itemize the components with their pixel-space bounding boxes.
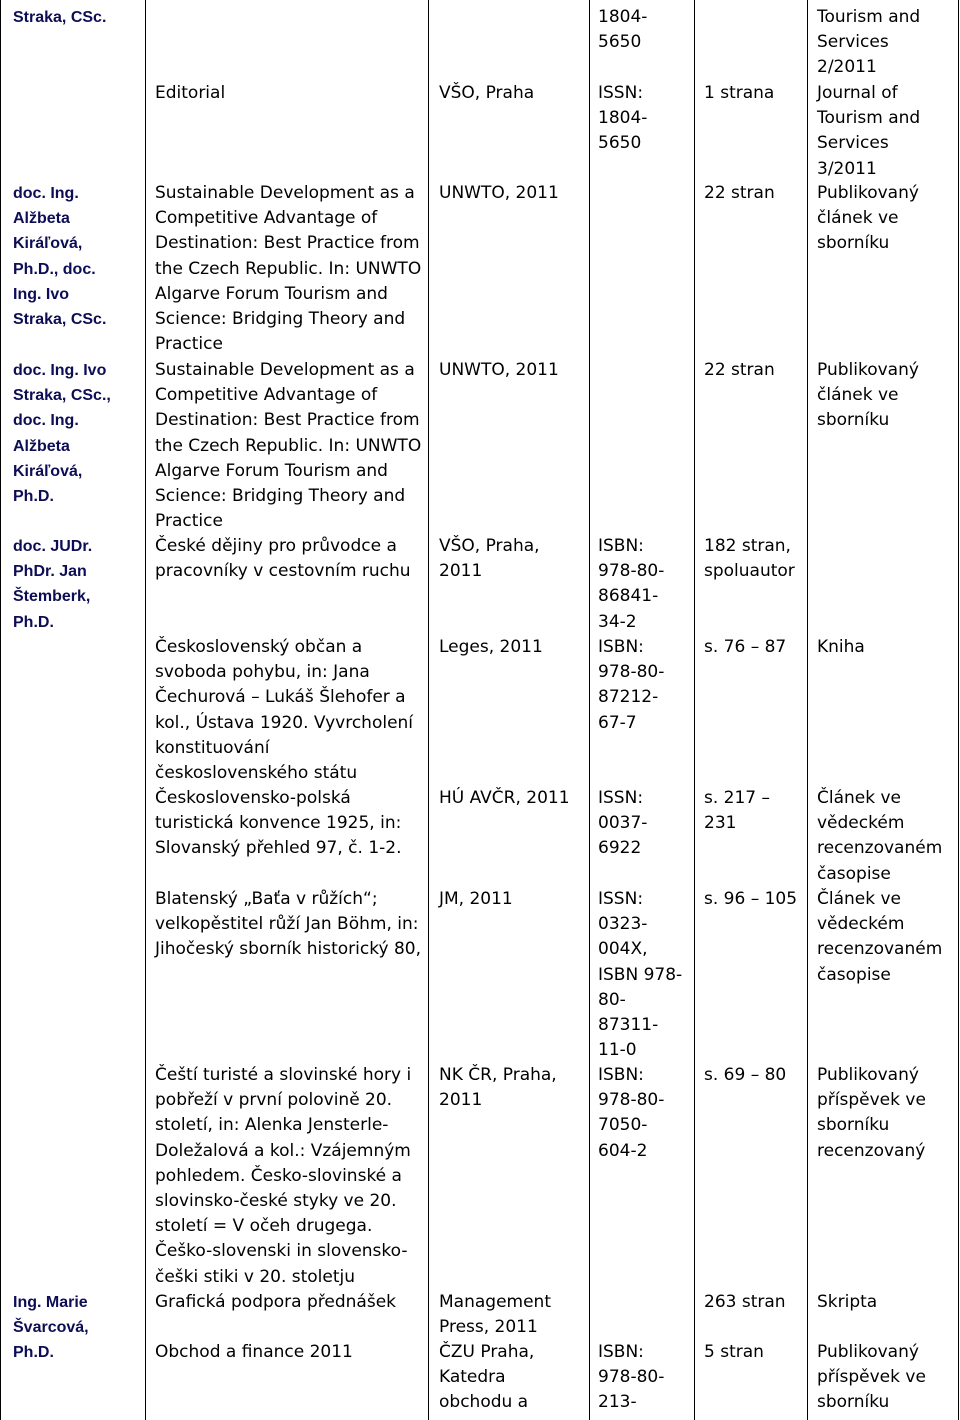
cell-line: československého státu bbox=[155, 763, 358, 784]
isbn-cell bbox=[598, 81, 647, 157]
cell-line: 87311- bbox=[598, 1015, 659, 1036]
title-cell bbox=[155, 1063, 411, 1290]
cell-line: Alžbeta bbox=[13, 210, 70, 228]
cell-line: Ph.D., doc. bbox=[13, 260, 96, 278]
cell-line: České dějiny pro průvodce a bbox=[155, 536, 397, 556]
title-cell bbox=[155, 1340, 353, 1365]
type-cell bbox=[817, 887, 942, 988]
cell-line: Straka, CSc. bbox=[13, 311, 107, 329]
cell-line: století, in: Alenka Jensterle- bbox=[155, 1115, 389, 1136]
cell-line: Obchod a finance 2011 bbox=[155, 1342, 353, 1362]
isbn-cell bbox=[598, 5, 647, 55]
cell-line: 604-2 bbox=[598, 1140, 648, 1161]
title-cell bbox=[155, 887, 421, 963]
cell-line: 11-0 bbox=[598, 1040, 637, 1061]
cell-line: 3/2011 bbox=[817, 158, 877, 179]
cell-line: 2/2011 bbox=[817, 57, 877, 78]
type-cell bbox=[817, 181, 919, 257]
title-cell bbox=[155, 81, 225, 106]
cell-line: s. 217 – bbox=[704, 788, 771, 808]
cell-line: sborníku bbox=[817, 1115, 890, 1136]
cell-line: VŠO, Praha bbox=[439, 83, 535, 103]
cell-line: 67-7 bbox=[598, 712, 637, 733]
cell-line: Sustainable Development as a bbox=[155, 360, 415, 380]
cell-line: Straka, CSc. bbox=[13, 9, 107, 26]
cell-line: sborníku bbox=[817, 1392, 890, 1413]
pages-cell bbox=[704, 786, 770, 836]
cell-line: Ing. Ivo bbox=[13, 285, 69, 303]
cell-line: časopise bbox=[817, 863, 891, 884]
type-cell bbox=[817, 1340, 926, 1416]
pages-cell bbox=[704, 81, 774, 106]
cell-line: 2011 bbox=[439, 561, 483, 582]
isbn-cell bbox=[598, 786, 647, 862]
cell-line: 004X, bbox=[598, 939, 648, 960]
cell-line: spoluautor bbox=[704, 561, 795, 582]
cell-line: Tourism and bbox=[817, 7, 921, 27]
cell-line: Slovanský přehled 97, č. 1-2. bbox=[155, 838, 402, 859]
cell-line: s. 69 – 80 bbox=[704, 1065, 787, 1085]
cell-line: 0037- bbox=[598, 813, 648, 834]
cell-line: 5 stran bbox=[704, 1342, 764, 1362]
author-cell bbox=[13, 5, 106, 30]
cell-line: Ph.D. bbox=[13, 613, 54, 631]
cell-line: ISBN: bbox=[598, 536, 644, 556]
cell-line: Journal of bbox=[817, 83, 898, 103]
column-rule bbox=[958, 0, 959, 1420]
cell-line: příspěvek ve bbox=[817, 1090, 926, 1111]
cell-line: Leges, 2011 bbox=[439, 637, 543, 657]
author-cell bbox=[13, 1290, 89, 1366]
cell-line: UNWTO, 2011 bbox=[439, 183, 559, 203]
cell-line: ČZU Praha, bbox=[439, 1342, 535, 1362]
publisher-cell bbox=[439, 1063, 557, 1113]
pages-cell bbox=[704, 635, 786, 660]
cell-line: s. 76 – 87 bbox=[704, 637, 787, 657]
publisher-cell bbox=[439, 786, 570, 811]
cell-line: doc. Ing. Ivo bbox=[13, 362, 107, 379]
cell-line: Čeští turisté a slovinské hory i bbox=[155, 1065, 412, 1085]
cell-line: Competitive Advantage of bbox=[155, 208, 378, 229]
cell-line: 1804- bbox=[598, 108, 648, 129]
isbn-cell bbox=[598, 534, 664, 635]
cell-line: 6922 bbox=[598, 838, 642, 859]
cell-line: Sustainable Development as a bbox=[155, 183, 415, 203]
cell-line: Grafická podpora přednášek bbox=[155, 1292, 396, 1312]
cell-line: pohledem. Česko-slovinské a bbox=[155, 1165, 402, 1186]
publisher-cell bbox=[439, 635, 543, 660]
cell-line: 182 stran, bbox=[704, 536, 791, 556]
cell-line: Ing. Marie bbox=[13, 1294, 88, 1311]
cell-line: Kiráľová, bbox=[13, 462, 83, 480]
pages-cell bbox=[704, 887, 797, 912]
cell-line: VŠO, Praha, bbox=[439, 536, 540, 556]
cell-line: 34-2 bbox=[598, 611, 637, 632]
title-cell bbox=[155, 635, 413, 786]
type-cell bbox=[817, 5, 920, 81]
isbn-cell bbox=[598, 1340, 664, 1416]
cell-line: 978-80- bbox=[598, 1090, 665, 1111]
cell-line: the Czech Republic. In: UNWTO bbox=[155, 435, 422, 456]
cell-line: 978-80- bbox=[598, 662, 665, 683]
cell-line: ISBN: bbox=[598, 1065, 644, 1085]
cell-line: Science: Bridging Theory and bbox=[155, 486, 406, 507]
type-cell bbox=[817, 635, 865, 660]
cell-line: kol., Ústava 1920. Vyvrcholení bbox=[155, 712, 414, 733]
cell-line: Publikovaný bbox=[817, 1065, 919, 1085]
cell-line: 5650 bbox=[598, 32, 642, 53]
cell-line: ISBN: bbox=[598, 637, 644, 657]
cell-line: Jihočeský sborník historický 80, bbox=[155, 939, 421, 960]
publisher-cell bbox=[439, 181, 559, 206]
cell-line: Publikovaný bbox=[817, 360, 919, 380]
cell-line: Československo-polská bbox=[155, 788, 351, 808]
cell-line: recenzovaném bbox=[817, 838, 943, 859]
column-rule bbox=[807, 0, 808, 1420]
cell-line: Skripta bbox=[817, 1292, 878, 1312]
cell-line: Československý občan a bbox=[155, 637, 363, 657]
cell-line: sborníku bbox=[817, 410, 890, 431]
cell-line: turistická konvence 1925, in: bbox=[155, 813, 402, 834]
cell-line: Čechurová – Lukáš Šlehofer a bbox=[155, 687, 406, 708]
cell-line: Blatenský „Baťa v růžích“; bbox=[155, 889, 378, 909]
pages-cell bbox=[704, 358, 775, 383]
cell-line: the Czech Republic. In: UNWTO bbox=[155, 258, 422, 279]
title-cell bbox=[155, 534, 411, 584]
type-cell bbox=[817, 786, 942, 887]
cell-line: sborníku bbox=[817, 233, 890, 254]
type-cell bbox=[817, 81, 920, 182]
cell-line: Článek ve bbox=[817, 889, 902, 909]
cell-line: článek ve bbox=[817, 208, 899, 229]
cell-line: 978-80- bbox=[598, 561, 665, 582]
isbn-cell bbox=[598, 635, 664, 736]
cell-line: Ph.D. bbox=[13, 1344, 54, 1362]
cell-line: Kniha bbox=[817, 637, 865, 657]
cell-line: obchodu a bbox=[439, 1392, 529, 1413]
cell-line: Straka, CSc., bbox=[13, 387, 111, 405]
publisher-cell bbox=[439, 887, 513, 912]
column-rule bbox=[589, 0, 590, 1420]
title-cell bbox=[155, 786, 402, 862]
cell-line: recenzovaný bbox=[817, 1140, 926, 1161]
cell-line: 978-80- bbox=[598, 1367, 665, 1388]
cell-line: časopise bbox=[817, 964, 891, 985]
cell-line: Competitive Advantage of bbox=[155, 385, 378, 406]
cell-line: ISSN: bbox=[598, 788, 644, 808]
cell-line: Services bbox=[817, 32, 889, 53]
type-cell bbox=[817, 1063, 926, 1164]
type-cell bbox=[817, 1290, 877, 1315]
publisher-cell bbox=[439, 1290, 551, 1340]
cell-line: Algarve Forum Tourism and bbox=[155, 283, 388, 304]
title-cell bbox=[155, 1290, 396, 1315]
publisher-cell bbox=[439, 81, 534, 106]
cell-line: svoboda pohybu, in: Jana bbox=[155, 662, 370, 683]
cell-line: s. 96 – 105 bbox=[704, 889, 798, 909]
cell-line: 22 stran bbox=[704, 183, 775, 203]
cell-line: doc. JUDr. bbox=[13, 538, 93, 555]
cell-line: doc. Ing. bbox=[13, 412, 79, 430]
cell-line: 86841- bbox=[598, 586, 659, 607]
author-cell bbox=[13, 534, 92, 635]
author-cell bbox=[13, 181, 106, 332]
cell-line: PhDr. Jan bbox=[13, 563, 87, 581]
cell-line: češki stiki v 20. stoletju bbox=[155, 1266, 356, 1287]
cell-line: JM, 2011 bbox=[439, 889, 513, 909]
cell-line: ISBN 978- bbox=[598, 964, 683, 985]
cell-line: Tourism and bbox=[817, 108, 921, 129]
cell-line: příspěvek ve bbox=[817, 1367, 926, 1388]
cell-line: Destination: Best Practice from bbox=[155, 410, 420, 431]
cell-line: 80- bbox=[598, 989, 626, 1010]
cell-line: vědeckém bbox=[817, 914, 905, 935]
cell-line: Češko-slovenski in slovensko- bbox=[155, 1241, 408, 1262]
cell-line: Ph.D. bbox=[13, 488, 54, 506]
cell-line: HÚ AVČR, 2011 bbox=[439, 788, 570, 808]
column-rule bbox=[0, 0, 1, 1420]
cell-line: Destination: Best Practice from bbox=[155, 233, 420, 254]
pages-cell bbox=[704, 181, 775, 206]
cell-line: 1 strana bbox=[704, 83, 775, 103]
title-cell bbox=[155, 181, 421, 357]
pages-cell bbox=[704, 1340, 764, 1365]
cell-line: Publikovaný bbox=[817, 1342, 919, 1362]
column-rule bbox=[428, 0, 429, 1420]
cell-line: 2011 bbox=[439, 1090, 483, 1111]
cell-line: Management bbox=[439, 1292, 551, 1312]
cell-line: Editorial bbox=[155, 83, 226, 103]
cell-line: pracovníky v cestovním ruchu bbox=[155, 561, 411, 582]
cell-line: 7050- bbox=[598, 1115, 648, 1136]
publisher-cell bbox=[439, 1340, 534, 1416]
cell-line: 22 stran bbox=[704, 360, 775, 380]
cell-line: Practice bbox=[155, 334, 223, 355]
type-cell bbox=[817, 358, 919, 434]
cell-line: století = V očeh drugega. bbox=[155, 1216, 373, 1237]
cell-line: Švarcová, bbox=[13, 1319, 89, 1337]
cell-line: pobřeží v první polovině 20. bbox=[155, 1090, 393, 1111]
cell-line: Algarve Forum Tourism and bbox=[155, 460, 388, 481]
cell-line: velkopěstitel růží Jan Böhm, in: bbox=[155, 914, 419, 935]
publisher-cell bbox=[439, 358, 559, 383]
cell-line: Press, 2011 bbox=[439, 1317, 538, 1338]
pages-cell bbox=[704, 534, 795, 584]
pages-cell bbox=[704, 1290, 786, 1315]
cell-line: 5650 bbox=[598, 133, 642, 154]
cell-line: doc. Ing. bbox=[13, 185, 79, 202]
cell-line: ISBN: bbox=[598, 1342, 644, 1362]
cell-line: vědeckém bbox=[817, 813, 905, 834]
cell-line: ISSN: bbox=[598, 889, 644, 909]
publisher-cell bbox=[439, 534, 540, 584]
cell-line: Katedra bbox=[439, 1367, 506, 1388]
cell-line: slovinsko-české styky ve 20. bbox=[155, 1191, 397, 1212]
cell-line: recenzovaném bbox=[817, 939, 943, 960]
cell-line: UNWTO, 2011 bbox=[439, 360, 559, 380]
cell-line: 213- bbox=[598, 1392, 637, 1413]
cell-line: konstituování bbox=[155, 737, 270, 758]
cell-line: Publikovaný bbox=[817, 183, 919, 203]
column-rule bbox=[145, 0, 146, 1420]
isbn-cell bbox=[598, 1063, 664, 1164]
pages-cell bbox=[704, 1063, 786, 1088]
isbn-cell bbox=[598, 887, 682, 1063]
cell-line: Článek ve bbox=[817, 788, 902, 808]
cell-line: Doležalová a kol.: Vzájemným bbox=[155, 1140, 411, 1161]
cell-line: ISSN: bbox=[598, 83, 644, 103]
cell-line: Štemberk, bbox=[13, 588, 91, 606]
cell-line: NK ČR, Praha, bbox=[439, 1065, 557, 1085]
cell-line: Practice bbox=[155, 511, 223, 532]
cell-line: Services bbox=[817, 133, 889, 154]
title-cell bbox=[155, 358, 421, 534]
cell-line: Kiráľová, bbox=[13, 235, 83, 253]
cell-line: 1804- bbox=[598, 7, 648, 27]
author-cell bbox=[13, 358, 111, 509]
cell-line: 0323- bbox=[598, 914, 648, 935]
cell-line: článek ve bbox=[817, 385, 899, 406]
cell-line: 231 bbox=[704, 813, 737, 834]
cell-line: Alžbeta bbox=[13, 437, 70, 455]
cell-line: 87212- bbox=[598, 687, 659, 708]
cell-line: Science: Bridging Theory and bbox=[155, 309, 406, 330]
cell-line: 263 stran bbox=[704, 1292, 786, 1312]
column-rule bbox=[694, 0, 695, 1420]
